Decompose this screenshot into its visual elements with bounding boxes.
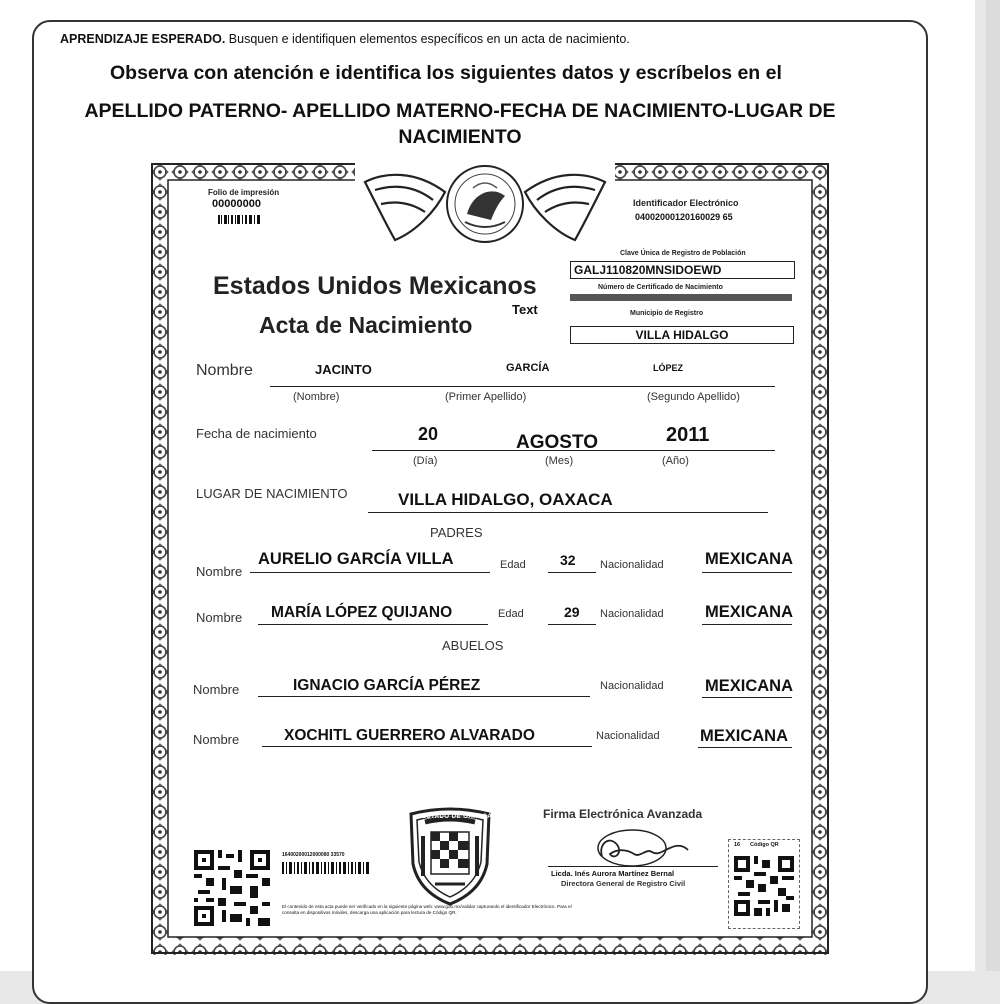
dia-value: 20 <box>418 424 439 444</box>
padres-heading: PADRES <box>430 525 483 540</box>
abuelos-heading: ABUELOS <box>442 638 504 653</box>
padre-1-nacionalidad: MEXICANA <box>705 550 794 568</box>
prompt-line-2: APELLIDO PATERNO- APELLIDO MATERNO-FECHA DE NACIMIENTO-LUGAR DE NACIMIENTO <box>84 100 836 148</box>
footer-note-1: El contenido de esta acta puede ser verificado en la siguiente página web: www.gob.mx/validar capturando el identificador Electrónico. <box>282 904 556 909</box>
qr-code-left-icon <box>194 850 270 926</box>
abuelo-1-nacionalidad-label: Nacionalidad <box>600 680 664 692</box>
barcode-number: 16400200012000080 33570 <box>282 852 345 858</box>
abuelo-1-nacionalidad: MEXICANA <box>705 677 794 695</box>
padre-2-underline <box>258 624 488 625</box>
signature-icon <box>588 826 698 868</box>
folio-value: 00000000 <box>212 198 261 210</box>
padre-1-edad-label: Edad <box>500 559 526 571</box>
padre-1-nombre-label: Nombre <box>196 564 243 579</box>
ident-value: 04002000120160029 65 <box>635 212 733 222</box>
qr-label: Código QR <box>750 842 779 848</box>
padre-1-edad-underline <box>548 572 596 573</box>
firma-underline <box>548 866 718 867</box>
padre-2-edad-underline <box>548 624 596 625</box>
cert-number-label: Número de Certificado de Nacimiento <box>598 284 723 291</box>
padre-2-name: MARÍA LÓPEZ QUIJANO <box>271 604 453 621</box>
nombre-label: Nombre <box>196 362 253 379</box>
abuelo-1-underline <box>258 696 590 697</box>
curp-value: GALJ110820MNSIDOEWD <box>570 261 795 279</box>
lugar-value: VILLA HIDALGO, OAXACA <box>398 490 613 509</box>
anio-value: 2011 <box>666 424 710 446</box>
coat-of-arms-icon <box>355 162 615 250</box>
firma-label: Firma Electrónica Avanzada <box>543 807 703 821</box>
segundo-apellido-caption: (Segundo Apellido) <box>647 391 740 403</box>
nombre-caption: (Nombre) <box>293 391 340 403</box>
nombre-underline <box>270 386 775 387</box>
padre-2-nacionalidad: MEXICANA <box>705 603 794 621</box>
segundo-apellido-value: LÓPEZ <box>653 363 684 373</box>
country-title: Estados Unidos Mexicanos <box>213 272 537 300</box>
stray-text: Text <box>512 302 538 317</box>
barcode-icon <box>282 862 370 874</box>
seal-text: ESTADO DE OAXACA <box>422 814 493 820</box>
curp-label: Clave Única de Registro de Población <box>620 250 746 257</box>
abuelo-1-nac-underline <box>702 697 792 698</box>
instruction-label: APRENDIZAJE ESPERADO. <box>60 32 226 46</box>
fecha-label: Fecha de nacimiento <box>196 426 317 441</box>
instruction-text: Busquen e identifiquen elementos específicos en un acta de nacimiento. <box>228 32 630 46</box>
folio-barcode-icon <box>218 215 260 224</box>
abuelo-2-nombre-label: Nombre <box>193 732 240 747</box>
lugar-underline <box>368 512 768 513</box>
padre-1-underline <box>250 572 490 573</box>
instruction-line <box>60 32 630 46</box>
padre-1-edad: 32 <box>560 552 576 568</box>
abuelo-2-name: XOCHITL GUERRERO ALVARADO <box>284 727 535 744</box>
municipio-label: Municipio de Registro <box>630 310 704 317</box>
scrollbar-track[interactable] <box>986 0 1000 971</box>
padre-2-nacionalidad-label: Nacionalidad <box>600 608 664 620</box>
qr-code-right-icon <box>734 856 794 916</box>
folio-label: Folio de impresión <box>208 188 280 197</box>
document-title: Acta de Nacimiento <box>259 312 473 338</box>
padre-1-nac-underline <box>702 572 792 573</box>
birth-certificate <box>150 162 830 955</box>
cert-number-bar <box>570 294 792 301</box>
prompt-line-1: Observa con atención e identifica los siguientes datos y escríbelos en el <box>110 62 782 84</box>
padre-2-edad: 29 <box>564 604 580 620</box>
padre-2-edad-label: Edad <box>498 608 524 620</box>
shield-seal-icon <box>405 806 495 906</box>
dia-caption: (Día) <box>413 455 438 467</box>
padre-1-nacionalidad-label: Nacionalidad <box>600 559 664 571</box>
footer-note-2: Para el consulta en dispositivos móviles, descarga una aplicación para lectura de Código QR. <box>282 904 572 915</box>
abuelo-2-nac-underline <box>698 747 792 748</box>
qr-number: 16 <box>734 842 741 848</box>
anio-caption: (Año) <box>662 455 689 467</box>
primer-apellido-value: GARCÍA <box>506 362 550 374</box>
mes-value: AGOSTO <box>516 432 598 453</box>
signer-name: Licda. Inés Aurora Martínez Bernal <box>551 869 675 878</box>
padre-2-nac-underline <box>702 624 792 625</box>
abuelo-2-nacionalidad: MEXICANA <box>700 727 789 745</box>
signer-title: Directora General de Registro Civil <box>561 879 686 888</box>
mes-caption: (Mes) <box>545 455 574 467</box>
abuelo-2-nacionalidad-label: Nacionalidad <box>596 730 660 742</box>
abuelo-2-underline <box>262 746 592 747</box>
ident-label: Identificador Electrónico <box>633 198 739 208</box>
primer-apellido-caption: (Primer Apellido) <box>445 391 527 403</box>
padre-2-nombre-label: Nombre <box>196 610 243 625</box>
footer-note <box>282 904 572 916</box>
abuelo-1-name: IGNACIO GARCÍA PÉREZ <box>293 677 481 694</box>
padre-1-name: AURELIO GARCÍA VILLA <box>258 550 454 568</box>
lugar-label: LUGAR DE NACIMIENTO <box>196 486 348 501</box>
abuelo-1-nombre-label: Nombre <box>193 682 240 697</box>
fecha-underline <box>372 450 775 451</box>
nombre-value: JACINTO <box>315 362 372 377</box>
municipio-value: VILLA HIDALGO <box>570 326 794 344</box>
